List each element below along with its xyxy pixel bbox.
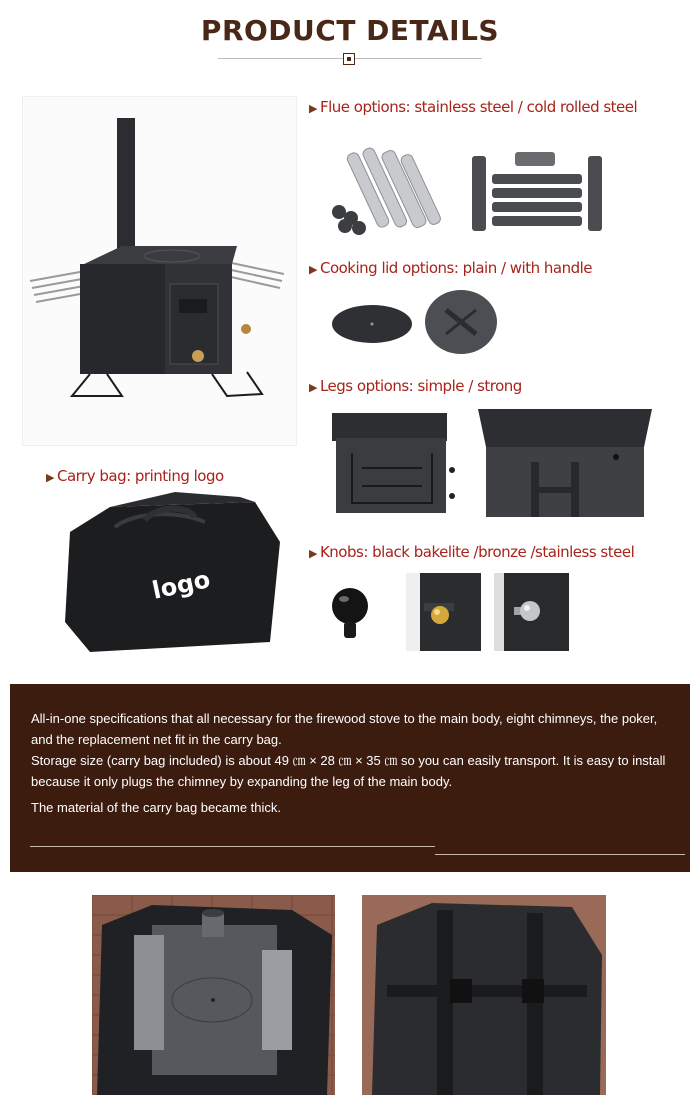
description-paragraph-2: Storage size (carry bag included) is about 49 ㎝ × 28 ㎝ × 35 ㎝ so you can easily transport. It is easy to install because it only plugs the chimney by expanding the leg of the main body. [31, 753, 666, 789]
stove-in-bag-photo [92, 895, 335, 1095]
description-paragraph-1: All-in-one specifications that all necessary for the firewood stove to the main body, eight chimneys, the poker, and the replacement net fit in the carry bag. [31, 711, 658, 747]
lid-options-caption: ▶ Cooking lid options: plain / with handle [309, 259, 592, 277]
knob-stainless-photo [494, 573, 569, 651]
bag-caption: ▶ Carry bag: printing logo [46, 467, 224, 485]
caption-arrow-icon: ▶ [46, 471, 54, 484]
knob-bakelite-photo [326, 584, 378, 644]
flue-cold-rolled-photo [470, 146, 605, 236]
legs-strong-photo [476, 407, 654, 522]
caption-arrow-icon: ▶ [309, 381, 317, 394]
caption-arrow-icon: ▶ [309, 102, 317, 115]
bag-logo-text: logo [149, 565, 213, 605]
legs-options-caption: ▶ Legs options: simple / strong [309, 377, 522, 395]
lid-handle-photo [422, 288, 500, 356]
description-paragraph-3: The material of the carry bag became thick. [31, 800, 282, 815]
stove-photo [22, 96, 297, 446]
panel-divider [435, 854, 685, 855]
title-ornament-icon [343, 53, 355, 65]
caption-arrow-icon: ▶ [309, 263, 317, 276]
caption-arrow-icon: ▶ [309, 547, 317, 560]
page-title: PRODUCT DETAILS [200, 14, 500, 47]
knobs-options-caption: ▶ Knobs: black bakelite /bronze /stainless steel [309, 543, 635, 561]
closed-bag-photo [362, 895, 606, 1095]
knob-bronze-photo [406, 573, 481, 651]
panel-divider [30, 846, 435, 847]
flue-options-caption: ▶ Flue options: stainless steel / cold rolled steel [309, 98, 638, 116]
flue-stainless-photo [327, 140, 454, 240]
lid-plain-photo [330, 300, 415, 350]
legs-simple-photo [322, 408, 462, 516]
